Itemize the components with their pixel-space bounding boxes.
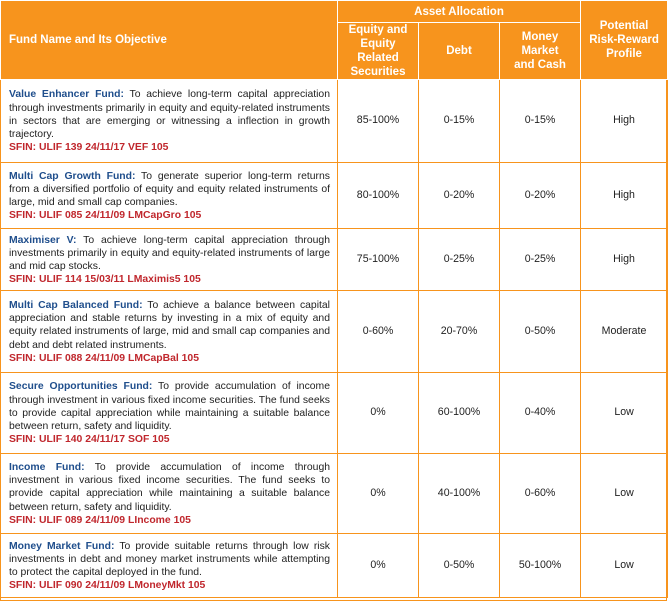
fund-objective: To generate superior long-term returns from a diversified portfolio of equity and equity related instruments of large, mid and small cap companies. bbox=[9, 170, 330, 208]
fund-description bbox=[1, 163, 338, 229]
money-market-allocation: 0-40% bbox=[500, 373, 581, 454]
table-row bbox=[1, 534, 668, 598]
debt-allocation: 0-25% bbox=[419, 229, 500, 291]
fund-objective: To achieve long-term capital appreciation through investments primarily in equity and equity-related instruments in sectors that are emerging or witnessing a inflection in growth trajectory. bbox=[9, 89, 330, 141]
fund-sfin: SFIN: ULIF 140 24/11/17 SOF 105 bbox=[9, 434, 170, 446]
fund-name: Multi Cap Growth Fund: bbox=[9, 170, 136, 182]
risk-profile: High bbox=[581, 163, 668, 229]
asset-allocation-header: Asset Allocation bbox=[338, 1, 581, 23]
risk-profile: High bbox=[581, 229, 668, 291]
fund-name: Money Market Fund: bbox=[9, 540, 115, 552]
fund-objective: To provide accumulation of income through investment in various fixed income securities. The fund seeks to provide capital appreciation while maintaining a suitable balance between return, safety and liquidity. bbox=[9, 381, 330, 433]
fund-description bbox=[1, 291, 338, 373]
bottom-margin bbox=[0, 601, 669, 611]
fund-name: Secure Opportunities Fund: bbox=[9, 381, 153, 393]
money-market-allocation: 0-20% bbox=[500, 163, 581, 229]
money-market-allocation: 50-100% bbox=[500, 534, 581, 598]
risk-profile: High bbox=[581, 80, 668, 163]
equity-allocation: 0% bbox=[338, 373, 419, 454]
fund-name: Multi Cap Balanced Fund: bbox=[9, 299, 143, 311]
table-row bbox=[1, 291, 668, 373]
fund-name: Value Enhancer Fund: bbox=[9, 89, 124, 101]
debt-allocation: 20-70% bbox=[419, 291, 500, 373]
fund-description bbox=[1, 80, 338, 163]
fund-description bbox=[1, 229, 338, 291]
equity-header: Equity and Equity Related Securities bbox=[338, 23, 419, 80]
fund-sfin: SFIN: ULIF 085 24/11/09 LMCapGro 105 bbox=[9, 210, 202, 222]
table-row bbox=[1, 373, 668, 454]
fund-objective: To provide suitable returns through low risk investments in debt and money market instruments while attempting to protect the capital deployed in the fund. bbox=[9, 540, 330, 578]
risk-profile: Low bbox=[581, 373, 668, 454]
money-market-allocation: 0-25% bbox=[500, 229, 581, 291]
fund-sfin: SFIN: ULIF 114 15/03/11 LMaximis5 105 bbox=[9, 274, 201, 286]
debt-allocation: 60-100% bbox=[419, 373, 500, 454]
money-market-allocation: 0-50% bbox=[500, 291, 581, 373]
money-market-allocation: 0-60% bbox=[500, 454, 581, 534]
fund-sfin: SFIN: ULIF 090 24/11/09 LMoneyMkt 105 bbox=[9, 580, 206, 592]
fund-objective: To provide accumulation of income through investment in various fixed income securities. The fund seeks to provide capital appreciation while maintaining a suitable balance between return, safety and liquidity. bbox=[9, 461, 330, 513]
debt-allocation: 0-15% bbox=[419, 80, 500, 163]
fund-name: Income Fund: bbox=[9, 461, 85, 473]
money-market-allocation: 0-15% bbox=[500, 80, 581, 163]
table-row bbox=[1, 454, 668, 534]
fund-name-header: Fund Name and Its Objective bbox=[1, 1, 338, 80]
equity-allocation: 80-100% bbox=[338, 163, 419, 229]
risk-profile: Low bbox=[581, 454, 668, 534]
fund-description bbox=[1, 454, 338, 534]
table-row bbox=[1, 80, 668, 163]
risk-reward-header: Potential Risk-Reward Profile bbox=[581, 1, 668, 80]
debt-allocation: 40-100% bbox=[419, 454, 500, 534]
fund-name: Maximiser V: bbox=[9, 234, 77, 246]
equity-allocation: 0% bbox=[338, 534, 419, 598]
table-row bbox=[1, 163, 668, 229]
fund-objective: To achieve long-term capital appreciation through investments primarily in equity and equity-related instruments of large and mid cap stocks. bbox=[9, 234, 330, 272]
table-row bbox=[1, 229, 668, 291]
debt-allocation: 0-50% bbox=[419, 534, 500, 598]
fund-sfin: SFIN: ULIF 139 24/11/17 VEF 105 bbox=[9, 142, 169, 154]
risk-profile: Moderate bbox=[581, 291, 668, 373]
risk-profile: Low bbox=[581, 534, 668, 598]
fund-sfin: SFIN: ULIF 088 24/11/09 LMCapBal 105 bbox=[9, 352, 199, 364]
money-market-header: Money Market and Cash bbox=[500, 23, 581, 80]
equity-allocation: 75-100% bbox=[338, 229, 419, 291]
fund-description bbox=[1, 373, 338, 454]
fund-objective: To achieve a balance between capital appreciation and stable returns by investing in a mix of equity and equity related instruments of large, mid and small cap companies and debt and debt related instruments. bbox=[9, 299, 330, 351]
equity-allocation: 85-100% bbox=[338, 80, 419, 163]
debt-header: Debt bbox=[419, 23, 500, 80]
fund-sfin: SFIN: ULIF 089 24/11/09 LIncome 105 bbox=[9, 514, 191, 526]
equity-allocation: 0-60% bbox=[338, 291, 419, 373]
equity-allocation: 0% bbox=[338, 454, 419, 534]
fund-description bbox=[1, 534, 338, 598]
debt-allocation: 0-20% bbox=[419, 163, 500, 229]
